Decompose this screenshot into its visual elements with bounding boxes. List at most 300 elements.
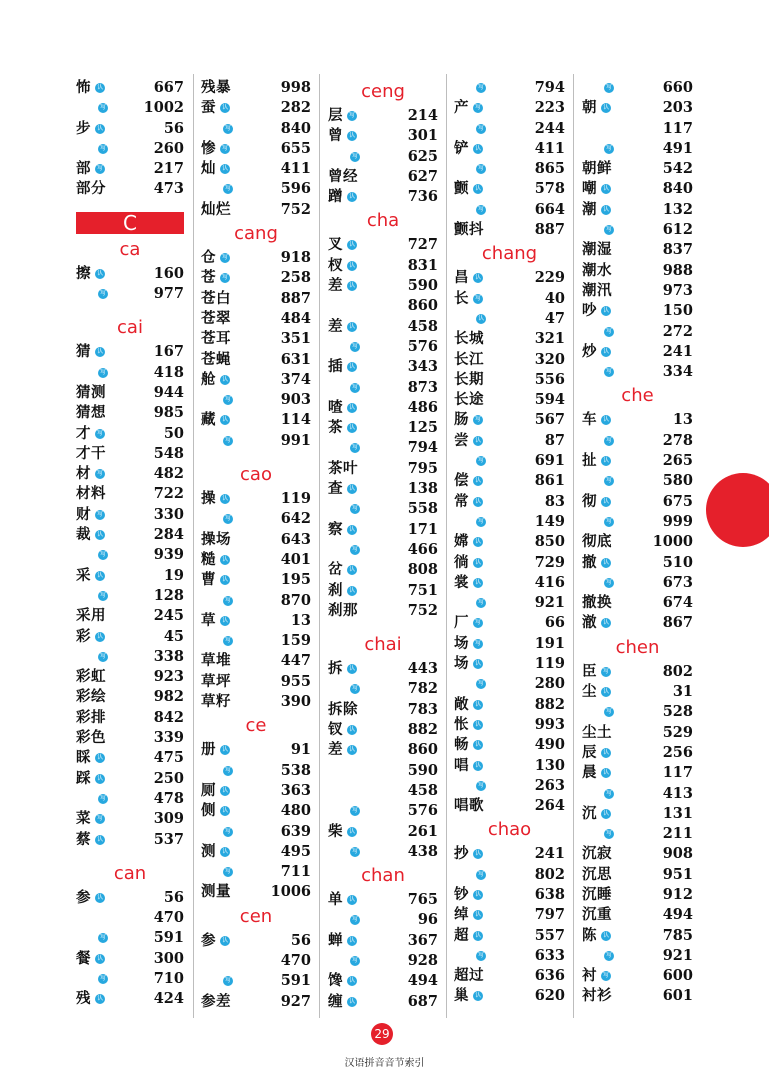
entry-character: 测量 — [201, 883, 231, 901]
entry-character: 杈 — [328, 256, 343, 274]
index-entry — [582, 322, 693, 342]
index-column-2 — [201, 78, 311, 1012]
entry-character: 踩 — [76, 769, 91, 787]
entry-page-number: 482 — [153, 465, 184, 483]
recognize-badge-icon: 认 — [348, 241, 355, 249]
index-entry — [201, 801, 311, 821]
index-entry — [201, 570, 311, 590]
entry-character: 苍 — [201, 269, 216, 287]
index-entry — [76, 264, 184, 284]
index-entry — [582, 281, 693, 301]
entry-page-number: 300 — [153, 949, 184, 967]
entry-character: 晨 — [582, 764, 597, 782]
entry-page-number: 999 — [662, 512, 693, 530]
entry-page-number: 374 — [280, 370, 311, 388]
write-badge-icon: 写 — [351, 505, 358, 513]
entry-page-number: 131 — [662, 804, 693, 822]
index-entry — [582, 613, 693, 633]
entry-character: 糙 — [201, 550, 216, 568]
index-entry — [201, 692, 311, 712]
entry-page-number: 751 — [407, 581, 438, 599]
index-entry — [582, 804, 693, 824]
entry-page-number: 83 — [544, 492, 565, 510]
entry-page-number: 675 — [662, 492, 693, 510]
entry-character: 猜想 — [76, 404, 106, 422]
entry-page-number: 494 — [407, 972, 438, 990]
entry-character: 唱 — [454, 756, 469, 774]
entry-character: 陈 — [582, 926, 597, 944]
index-entry — [454, 926, 565, 946]
index-entry — [201, 119, 311, 139]
index-column-3 — [328, 78, 438, 1012]
index-entry — [201, 931, 311, 951]
recognize-badge-icon: 认 — [474, 578, 481, 586]
entry-page-number: 865 — [534, 160, 565, 178]
index-entry — [582, 682, 693, 702]
write-badge-icon: 写 — [605, 226, 612, 234]
entry-character: 彻 — [582, 492, 597, 510]
entry-character: 徜 — [454, 553, 469, 571]
entry-page-number: 860 — [407, 741, 438, 759]
index-entry — [454, 865, 565, 885]
entry-page-number: 351 — [280, 330, 311, 348]
index-entry — [201, 951, 311, 971]
index-entry — [328, 106, 438, 126]
entry-page-number: 87 — [544, 431, 565, 449]
entry-page-number: 466 — [407, 540, 438, 558]
recognize-badge-icon: 认 — [348, 586, 355, 594]
recognize-badge-icon: 认 — [96, 571, 103, 579]
recognize-badge-icon: 认 — [96, 995, 103, 1003]
index-column-1 — [76, 78, 184, 1010]
entry-character: 层 — [328, 107, 343, 124]
entry-character: 彩排 — [76, 708, 106, 726]
entry-character: 藏 — [201, 411, 216, 429]
index-entry — [328, 147, 438, 167]
recognize-badge-icon: 认 — [602, 416, 609, 424]
entry-character: 苍白 — [201, 289, 231, 307]
entry-character: 查 — [328, 480, 343, 498]
entry-page-number: 752 — [407, 601, 438, 619]
write-badge-icon: 写 — [221, 274, 228, 282]
write-badge-icon: 写 — [477, 599, 484, 607]
index-entry — [201, 350, 311, 370]
write-badge-icon: 写 — [99, 974, 106, 982]
index-entry — [201, 98, 311, 118]
write-badge-icon: 写 — [99, 652, 106, 660]
entry-page-number: 117 — [662, 119, 693, 137]
write-badge-icon: 写 — [99, 934, 106, 942]
entry-character: 叉 — [328, 236, 343, 254]
entry-page-number: 840 — [280, 119, 311, 137]
entry-character: 肠 — [454, 411, 469, 429]
entry-character: 惨 — [201, 139, 216, 157]
entry-character: 察 — [328, 520, 343, 538]
write-badge-icon: 写 — [99, 144, 106, 152]
index-entry — [454, 492, 565, 512]
entry-page-number: 265 — [662, 452, 693, 470]
entry-character: 菜 — [76, 810, 91, 828]
entry-page-number: 542 — [662, 160, 693, 178]
entry-page-number: 842 — [153, 708, 184, 726]
index-entry — [76, 139, 184, 159]
index-entry — [201, 992, 311, 1012]
index-entry — [328, 951, 438, 971]
write-badge-icon: 写 — [99, 794, 106, 802]
index-entry — [201, 329, 311, 349]
entry-page-number: 802 — [534, 865, 565, 883]
entry-page-number: 537 — [153, 830, 184, 848]
entry-page-number: 985 — [153, 404, 184, 422]
entry-character: 采 — [76, 566, 91, 584]
entry-page-number: 411 — [280, 160, 311, 178]
entry-character: 澈 — [582, 614, 597, 632]
entry-character: 潮汛 — [582, 281, 612, 299]
entry-page-number: 56 — [163, 119, 184, 137]
entry-character: 撤换 — [582, 594, 612, 612]
recognize-badge-icon: 认 — [474, 185, 481, 193]
entry-character: 蝉 — [328, 931, 343, 949]
entry-character: 敞 — [454, 695, 469, 713]
index-entry — [582, 159, 693, 179]
write-badge-icon: 写 — [224, 396, 231, 404]
recognize-badge-icon: 认 — [474, 992, 481, 1000]
pinyin-syllable-heading: che — [621, 385, 654, 407]
entry-page-number: 939 — [153, 546, 184, 564]
recognize-badge-icon: 认 — [221, 576, 228, 584]
index-entry — [328, 378, 438, 398]
entry-page-number: 171 — [407, 520, 438, 538]
recognize-badge-icon: 认 — [474, 477, 481, 485]
entry-character: 吵 — [582, 302, 597, 320]
entry-character: 刹那 — [328, 601, 358, 619]
entry-character: 钗 — [328, 721, 343, 739]
entry-page-number: 150 — [662, 302, 693, 320]
index-entry — [328, 659, 438, 679]
entry-character: 长期 — [454, 370, 484, 388]
entry-page-number: 850 — [534, 533, 565, 551]
index-entry — [201, 631, 311, 651]
entry-page-number: 988 — [662, 261, 693, 279]
index-entry — [582, 702, 693, 722]
write-badge-icon: 写 — [605, 830, 612, 838]
index-entry — [328, 337, 438, 357]
entry-page-number: 149 — [534, 512, 565, 530]
entry-page-number: 229 — [534, 269, 565, 287]
entry-character: 炒 — [582, 342, 597, 360]
entry-character: 才 — [76, 424, 91, 442]
write-badge-icon: 写 — [477, 205, 484, 213]
index-entry — [328, 540, 438, 560]
entry-page-number: 736 — [407, 188, 438, 206]
entry-page-number: 591 — [153, 929, 184, 947]
entry-page-number: 91 — [290, 741, 311, 759]
index-entry — [454, 844, 565, 864]
recognize-badge-icon: 认 — [602, 748, 609, 756]
index-entry — [328, 890, 438, 910]
entry-page-number: 557 — [534, 926, 565, 944]
recognize-badge-icon: 认 — [348, 193, 355, 201]
entry-character: 财 — [76, 505, 91, 523]
entry-character: 残 — [76, 990, 91, 1008]
write-badge-icon: 写 — [602, 667, 609, 675]
index-entry — [76, 464, 184, 484]
entry-page-number: 782 — [407, 680, 438, 698]
recognize-badge-icon: 认 — [474, 144, 481, 152]
column-divider — [573, 74, 574, 1018]
entry-character: 采用 — [76, 607, 106, 625]
entry-page-number: 1000 — [652, 533, 693, 551]
entry-page-number: 867 — [662, 614, 693, 632]
index-entry — [328, 438, 438, 458]
index-entry — [582, 926, 693, 946]
index-entry — [76, 830, 184, 850]
entry-page-number: 590 — [407, 277, 438, 295]
entry-page-number: 473 — [153, 180, 184, 198]
index-entry — [582, 512, 693, 532]
index-entry — [76, 769, 184, 789]
entry-page-number: 320 — [534, 350, 565, 368]
index-entry — [582, 200, 693, 220]
entry-page-number: 45 — [163, 627, 184, 645]
recognize-badge-icon: 认 — [348, 977, 355, 985]
entry-page-number: 309 — [153, 810, 184, 828]
index-entry — [582, 743, 693, 763]
recognize-badge-icon: 认 — [602, 497, 609, 505]
spacer — [201, 451, 311, 461]
entry-page-number: 96 — [417, 911, 438, 929]
write-badge-icon: 写 — [351, 847, 358, 855]
recognize-badge-icon: 认 — [221, 416, 228, 424]
recognize-badge-icon: 认 — [602, 809, 609, 817]
index-entry — [582, 179, 693, 199]
index-entry — [76, 545, 184, 565]
recognize-badge-icon: 认 — [474, 761, 481, 769]
entry-page-number: 977 — [153, 285, 184, 303]
entry-page-number: 887 — [534, 221, 565, 239]
entry-page-number: 338 — [153, 647, 184, 665]
entry-character: 超 — [454, 926, 469, 944]
entry-character: 拆除 — [328, 700, 358, 718]
index-entry — [582, 885, 693, 905]
entry-page-number: 808 — [407, 561, 438, 579]
entry-page-number: 887 — [280, 289, 311, 307]
recognize-badge-icon: 认 — [602, 205, 609, 213]
entry-character: 插 — [328, 358, 343, 376]
entry-character: 灿烂 — [201, 200, 231, 218]
entry-page-number: 40 — [544, 289, 565, 307]
entry-character: 馋 — [328, 972, 343, 990]
recognize-badge-icon: 认 — [348, 132, 355, 140]
entry-page-number: 117 — [662, 764, 693, 782]
entry-page-number: 491 — [662, 139, 693, 157]
index-entry — [76, 708, 184, 728]
index-entry — [454, 674, 565, 694]
entry-page-number: 923 — [153, 668, 184, 686]
recognize-badge-icon: 认 — [348, 997, 355, 1005]
recognize-badge-icon: 认 — [96, 531, 103, 539]
write-badge-icon: 写 — [477, 517, 484, 525]
entry-character: 蔡 — [76, 830, 91, 848]
entry-page-number: 272 — [662, 322, 693, 340]
entry-page-number: 998 — [280, 79, 311, 96]
index-entry — [76, 949, 184, 969]
index-entry — [76, 566, 184, 586]
index-entry — [454, 289, 565, 309]
index-entry — [76, 505, 184, 525]
index-entry — [76, 809, 184, 829]
index-entry — [582, 573, 693, 593]
entry-page-number: 538 — [280, 761, 311, 779]
index-entry — [582, 946, 693, 966]
entry-character: 部分 — [76, 180, 106, 198]
entry-page-number: 19 — [163, 566, 184, 584]
recognize-badge-icon: 认 — [348, 485, 355, 493]
entry-character: 参 — [76, 888, 91, 906]
pinyin-syllable-heading: cha — [366, 210, 400, 232]
index-entry — [582, 451, 693, 471]
write-badge-icon: 写 — [605, 84, 612, 91]
entry-page-number: 642 — [280, 510, 311, 528]
index-entry — [454, 220, 565, 240]
recognize-badge-icon: 认 — [474, 850, 481, 858]
entry-page-number: 343 — [407, 358, 438, 376]
entry-page-number: 667 — [153, 79, 184, 96]
index-entry — [582, 662, 693, 682]
entry-page-number: 390 — [280, 693, 311, 711]
index-entry — [201, 509, 311, 529]
entry-character: 尝 — [454, 431, 469, 449]
index-entry — [454, 885, 565, 905]
entry-character: 衬 — [582, 967, 597, 985]
entry-page-number: 928 — [407, 951, 438, 969]
recognize-badge-icon: 认 — [96, 632, 103, 640]
entry-page-number: 443 — [407, 660, 438, 678]
write-badge-icon: 写 — [474, 639, 481, 647]
entry-page-number: 627 — [407, 167, 438, 185]
entry-page-number: 486 — [407, 398, 438, 416]
write-badge-icon: 写 — [605, 951, 612, 959]
entry-page-number: 765 — [407, 891, 438, 909]
index-column-4 — [454, 78, 565, 1007]
entry-page-number: 882 — [407, 721, 438, 739]
index-entry — [454, 350, 565, 370]
entry-page-number: 278 — [662, 431, 693, 449]
index-entry — [582, 492, 693, 512]
entry-page-number: 330 — [153, 505, 184, 523]
entry-character: 裳 — [454, 573, 469, 591]
entry-page-number: 691 — [534, 452, 565, 470]
index-entry — [454, 695, 565, 715]
entry-character: 睬 — [76, 749, 91, 767]
entry-character: 猜测 — [76, 383, 106, 401]
index-entry — [76, 928, 184, 948]
write-badge-icon: 写 — [605, 144, 612, 152]
index-entry — [328, 418, 438, 438]
write-badge-icon: 写 — [221, 254, 228, 262]
spacer — [328, 621, 438, 631]
entry-character: 撤 — [582, 553, 597, 571]
entry-page-number: 470 — [280, 951, 311, 969]
write-badge-icon: 写 — [224, 766, 231, 774]
index-entry — [454, 512, 565, 532]
entry-page-number: 250 — [153, 769, 184, 787]
entry-page-number: 13 — [290, 611, 311, 629]
entry-page-number: 284 — [153, 526, 184, 544]
entry-page-number: 363 — [280, 781, 311, 799]
write-badge-icon: 写 — [605, 477, 612, 485]
entry-character: 部 — [76, 160, 91, 178]
entry-page-number: 673 — [662, 573, 693, 591]
entry-character: 参 — [201, 931, 216, 949]
recognize-badge-icon: 认 — [474, 720, 481, 728]
entry-page-number: 159 — [280, 632, 311, 650]
index-entry — [582, 593, 693, 613]
entry-page-number: 438 — [407, 842, 438, 860]
index-entry — [454, 966, 565, 986]
index-entry — [76, 403, 184, 423]
entry-page-number: 119 — [280, 490, 311, 508]
index-entry — [328, 700, 438, 720]
recognize-badge-icon: 认 — [602, 931, 609, 939]
index-entry — [328, 317, 438, 337]
index-entry — [454, 390, 565, 410]
entry-character: 颤 — [454, 180, 469, 198]
index-entry — [328, 126, 438, 146]
entry-character: 裁 — [76, 526, 91, 544]
entry-page-number: 203 — [662, 99, 693, 117]
pinyin-syllable-heading: cang — [234, 223, 278, 245]
index-entry — [454, 756, 565, 776]
index-entry — [328, 167, 438, 187]
recognize-badge-icon: 认 — [221, 165, 228, 173]
recognize-badge-icon: 认 — [474, 700, 481, 708]
entry-page-number: 132 — [662, 200, 693, 218]
entry-character: 草坪 — [201, 672, 231, 690]
index-entry — [328, 822, 438, 842]
index-entry — [201, 591, 311, 611]
index-entry — [201, 309, 311, 329]
entry-page-number: 1006 — [270, 883, 311, 901]
index-entry — [201, 431, 311, 451]
index-entry — [582, 301, 693, 321]
write-badge-icon: 写 — [99, 104, 106, 112]
recognize-badge-icon: 认 — [96, 84, 103, 91]
write-badge-icon: 写 — [605, 436, 612, 444]
index-entry — [454, 613, 565, 633]
entry-page-number: 138 — [407, 480, 438, 498]
recognize-badge-icon: 认 — [602, 457, 609, 465]
index-entry — [76, 342, 184, 362]
entry-page-number: 558 — [407, 500, 438, 518]
entry-page-number: 470 — [153, 909, 184, 927]
entry-character: 拆 — [328, 660, 343, 678]
write-badge-icon: 写 — [477, 680, 484, 688]
index-entry — [328, 581, 438, 601]
recognize-badge-icon: 认 — [602, 104, 609, 112]
recognize-badge-icon: 认 — [348, 322, 355, 330]
entry-character: 刹 — [328, 581, 343, 599]
entry-page-number: 912 — [662, 885, 693, 903]
entry-character: 绰 — [454, 906, 469, 924]
recognize-badge-icon: 认 — [348, 424, 355, 432]
entry-character: 偿 — [454, 472, 469, 490]
recognize-badge-icon: 认 — [348, 665, 355, 673]
write-badge-icon: 写 — [96, 510, 103, 518]
index-entry — [201, 200, 311, 220]
entry-character: 尘土 — [582, 723, 612, 741]
entry-character: 彩虹 — [76, 668, 106, 686]
